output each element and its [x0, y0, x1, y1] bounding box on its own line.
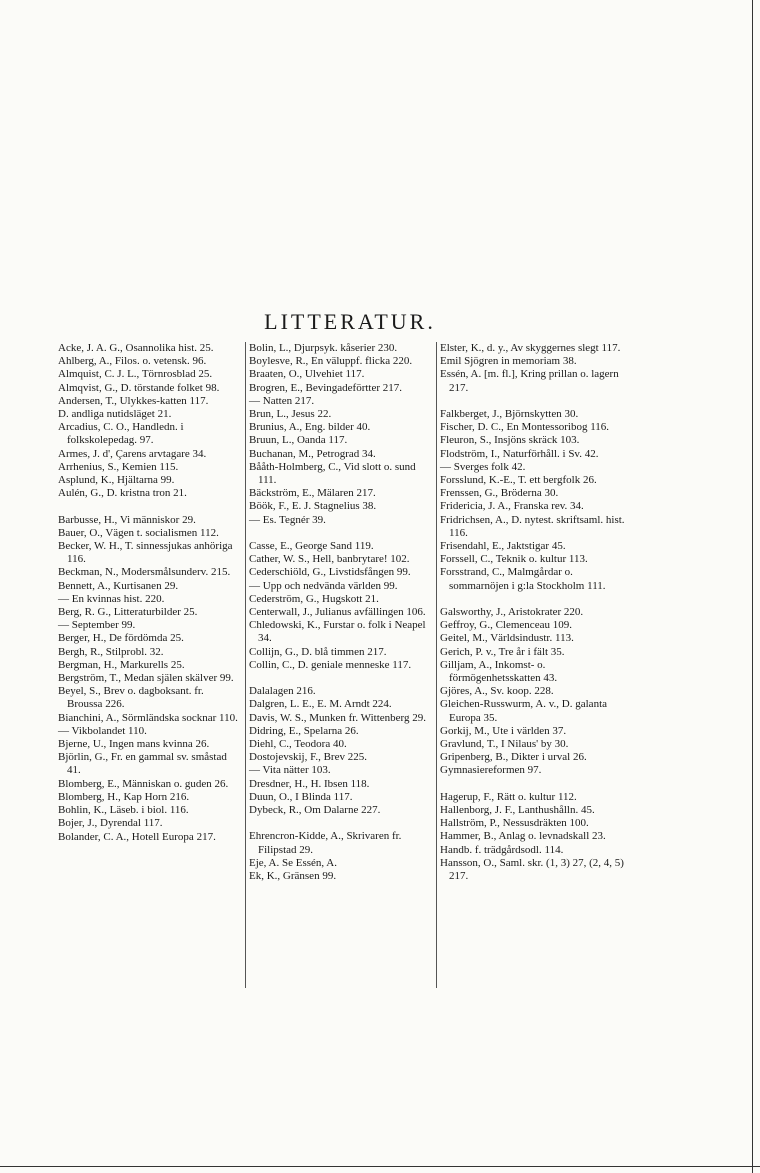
index-entry: Dalgren, L. E., E. M. Arndt 224. [249, 698, 392, 711]
index-entry: Brun, L., Jesus 22. [249, 408, 332, 421]
index-entry: Bianchini, A., Sörmländska socknar 110. [58, 711, 238, 724]
index-column-1 [58, 342, 240, 844]
index-entry: Gleichen-Russwurm, A. v., D. galanta Europa 35. [440, 698, 608, 724]
index-entry: — Es. Tegnér 39. [249, 513, 326, 526]
index-entry: Hagerup, F., Rätt o. kultur 112. [440, 790, 577, 803]
index-entry: — September 99. [58, 619, 136, 632]
index-entry: Gymnasiereformen 97. [440, 764, 542, 777]
index-entry: Dostojevskij, F., Brev 225. [249, 751, 367, 764]
index-entry: Geffroy, G., Clemenceau 109. [440, 619, 572, 632]
index-entry: Björlin, G., Fr. en gammal sv. småstad 41. [58, 751, 227, 777]
index-entry: Eje, A. Se Essén, A. [249, 856, 337, 869]
index-entry: Bruun, L., Oanda 117. [249, 434, 348, 447]
index-entry: Gerich, P. v., Tre år i fält 35. [440, 645, 565, 658]
index-entry: Hallström, P., Nessusdräkten 100. [440, 817, 589, 830]
index-entry: Fischer, D. C., En Montessoribog 116. [440, 421, 610, 434]
index-entry: Flodström, I., Naturförhåll. i Sv. 42. [440, 447, 599, 460]
index-entry: Barbusse, H., Vi människor 29. [58, 513, 196, 526]
index-entry: Hansson, O., Saml. skr. (1, 3) 27, (2, 4, 5) 217. [440, 856, 624, 883]
index-entry: Collin, C., D. geniale menneske 117. [249, 658, 412, 671]
index-entry: Galsworthy, J., Aristokrater 220. [440, 606, 584, 619]
index-entry: Gilljam, A., Inkomst- o. förmögenhetsskatten 43. [440, 658, 558, 685]
index-entry: Cederschiöld, G., Livstidsfången 99. [249, 566, 411, 579]
index-entry: Fleuron, S., Insjöns skräck 103. [440, 434, 580, 447]
index-entry: Bäckström, E., Mälaren 217. [249, 487, 376, 500]
group-spacer [440, 395, 628, 408]
index-entry: Becker, W. H., T. sinnessjukas anhöriga 116. [58, 540, 233, 566]
index-entry: Berger, H., De fördömda 25. [58, 632, 184, 645]
index-entry: Arcadius, C. O., Handledn. i folkskolepedag. 97. [58, 421, 184, 447]
index-entry: Gripenberg, B., Dikter i urval 26. [440, 751, 587, 764]
index-entry: Gjöres, A., Sv. koop. 228. [440, 685, 554, 698]
index-entry: Aulén, G., D. kristna tron 21. [58, 487, 187, 500]
index-entry: Essén, A. [m. fl.], Kring prillan o. lagern 217. [440, 368, 619, 394]
index-entry: Berg, R. G., Litteraturbilder 25. [58, 606, 198, 619]
index-entry: Dalalagen 216. [249, 685, 316, 698]
page-edge-horizontal [0, 1166, 760, 1167]
index-entry: Diehl, C., Teodora 40. [249, 738, 347, 751]
index-entry: Brunius, A., Eng. bilder 40. [249, 421, 371, 434]
index-entry: — Vita nätter 103. [249, 764, 331, 777]
index-entry: — Vikbolandet 110. [58, 724, 147, 737]
index-entry: Forsslund, K.-E., T. ett bergfolk 26. [440, 474, 597, 487]
index-entry: Davis, W. S., Munken fr. Wittenberg 29. [249, 711, 426, 724]
index-entry: Bolander, C. A., Hotell Europa 217. [58, 830, 216, 843]
index-entry: Dresdner, H., H. Ibsen 118. [249, 777, 370, 790]
index-entry: Andersen, T., Ulykkes-katten 117. [58, 394, 209, 407]
index-entry: Centerwall, J., Julianus avfällingen 106. [249, 606, 426, 619]
index-entry: Beckman, N., Modersmålsunderv. 215. [58, 566, 231, 579]
index-entry: Casse, E., George Sand 119. [249, 540, 374, 553]
index-entry: Ek, K., Gränsen 99. [249, 870, 337, 883]
index-column-3 [436, 342, 628, 988]
index-entry: Forssell, C., Teknik o. kultur 113. [440, 553, 588, 566]
index-entry: Chledowski, K., Furstar o. folk i Neapel 34. [249, 619, 426, 645]
index-entry: Bergh, R., Stilprobl. 32. [58, 645, 164, 658]
index-entry: Beyel, S., Brev o. dagboksant. fr. Broussa 226. [58, 685, 204, 711]
index-entry: Frenssen, G., Bröderna 30. [440, 487, 559, 500]
index-entry: Handb. f. trädgårdsodl. 114. [440, 843, 564, 856]
index-entry: — Upp och nedvända världen 99. [249, 579, 398, 592]
index-entry: Bennett, A., Kurtisanen 29. [58, 579, 179, 592]
group-spacer [249, 527, 435, 540]
index-entry: Geitel, M., Världsindustr. 113. [440, 632, 574, 645]
group-spacer [58, 500, 240, 513]
index-entry: Armes, J. d', Çarens arvtagare 34. [58, 447, 207, 460]
index-entry: Buchanan, M., Petrograd 34. [249, 447, 376, 460]
page-edge-vertical [752, 0, 753, 1173]
index-entry: Collijn, G., D. blå timmen 217. [249, 645, 387, 658]
group-spacer [440, 593, 628, 606]
index-entry: Dybeck, R., Om Dalarne 227. [249, 804, 381, 817]
index-entry: Bolin, L., Djurpsyk. kåserier 230. [249, 342, 398, 354]
index-entry: Bauer, O., Vägen t. socialismen 112. [58, 526, 219, 539]
index-entry: Ahlberg, A., Filos. o. vetensk. 96. [58, 355, 207, 368]
page-title: LITTERATUR. [264, 308, 436, 334]
index-entry: Emil Sjögren in memoriam 38. [440, 355, 577, 368]
index-entry: Bohlin, K., Läseb. i biol. 116. [58, 804, 189, 817]
group-spacer [249, 672, 435, 685]
group-spacer [249, 817, 435, 830]
index-entry: — Sverges folk 42. [440, 460, 526, 473]
index-entry: Falkberget, J., Björnskytten 30. [440, 408, 579, 420]
index-entry: Blomberg, E., Människan o. guden 26. [58, 777, 229, 790]
index-entry: Frisendahl, E., Jaktstigar 45. [440, 540, 566, 553]
index-entry: — En kvinnas hist. 220. [58, 592, 165, 605]
index-entry: Cederström, G., Hugskott 21. [249, 592, 379, 605]
index-entry: Elster, K., d. y., Av skyggernes slegt 117. [440, 342, 621, 354]
index-column-2 [245, 342, 435, 988]
index-entry: Didring, E., Spelarna 26. [249, 724, 359, 737]
index-entry: D. andliga nutidsläget 21. [58, 408, 172, 421]
index-entry: Bååth-Holmberg, C., Vid slott o. sund 111. [249, 460, 416, 487]
index-entry: Forsstrand, C., Malmgårdar o. sommarnöjen i g:la Stockholm 111. [440, 566, 606, 592]
index-entry: Bjerne, U., Ingen mans kvinna 26. [58, 738, 210, 751]
index-entry: Gravlund, T., I Nilaus' by 30. [440, 738, 569, 751]
index-entry: Duun, O., I Blinda 117. [249, 790, 353, 803]
index-entry: Hammer, B., Anlag o. levnadskall 23. [440, 830, 606, 843]
index-entry: Fridericia, J. A., Franska rev. 34. [440, 500, 584, 513]
index-entry: Cather, W. S., Hell, banbrytare! 102. [249, 553, 410, 566]
index-entry: Asplund, K., Hjältarna 99. [58, 474, 175, 487]
index-entry: Brogren, E., Bevingadeförtter 217. [249, 381, 403, 394]
index-entry: Almqvist, G., D. törstande folket 98. [58, 381, 220, 394]
index-entry: Acke, J. A. G., Osannolika hist. 25. [58, 342, 214, 354]
index-entry: Blomberg, H., Kap Horn 216. [58, 790, 190, 803]
index-entry: Bojer, J., Dyrendal 117. [58, 817, 163, 830]
index-entry: Bergman, H., Markurells 25. [58, 658, 185, 671]
index-entry: — Natten 217. [249, 394, 315, 407]
index-entry: Almquist, C. J. L., Törnrosblad 25. [58, 368, 213, 381]
group-spacer [440, 778, 628, 791]
index-entry: Boylesve, R., En väluppf. flicka 220. [249, 355, 413, 368]
index-entry: Böök, F., E. J. Stagnelius 38. [249, 500, 377, 513]
index-entry: Bergström, T., Medan själen skälver 99. [58, 672, 234, 685]
index-entry: Gorkij, M., Ute i världen 37. [440, 724, 567, 737]
index-entry: Fridrichsen, A., D. nytest. skriftsaml. hist. 116. [440, 513, 625, 539]
index-entry: Arrhenius, S., Kemien 115. [58, 460, 179, 473]
index-entry: Ehrencron-Kidde, A., Skrivaren fr. Filipstad 29. [249, 830, 402, 856]
index-entry: Hallenborg, J. F., Lanthushålln. 45. [440, 804, 595, 817]
index-entry: Braaten, O., Ulvehiet 117. [249, 368, 365, 381]
